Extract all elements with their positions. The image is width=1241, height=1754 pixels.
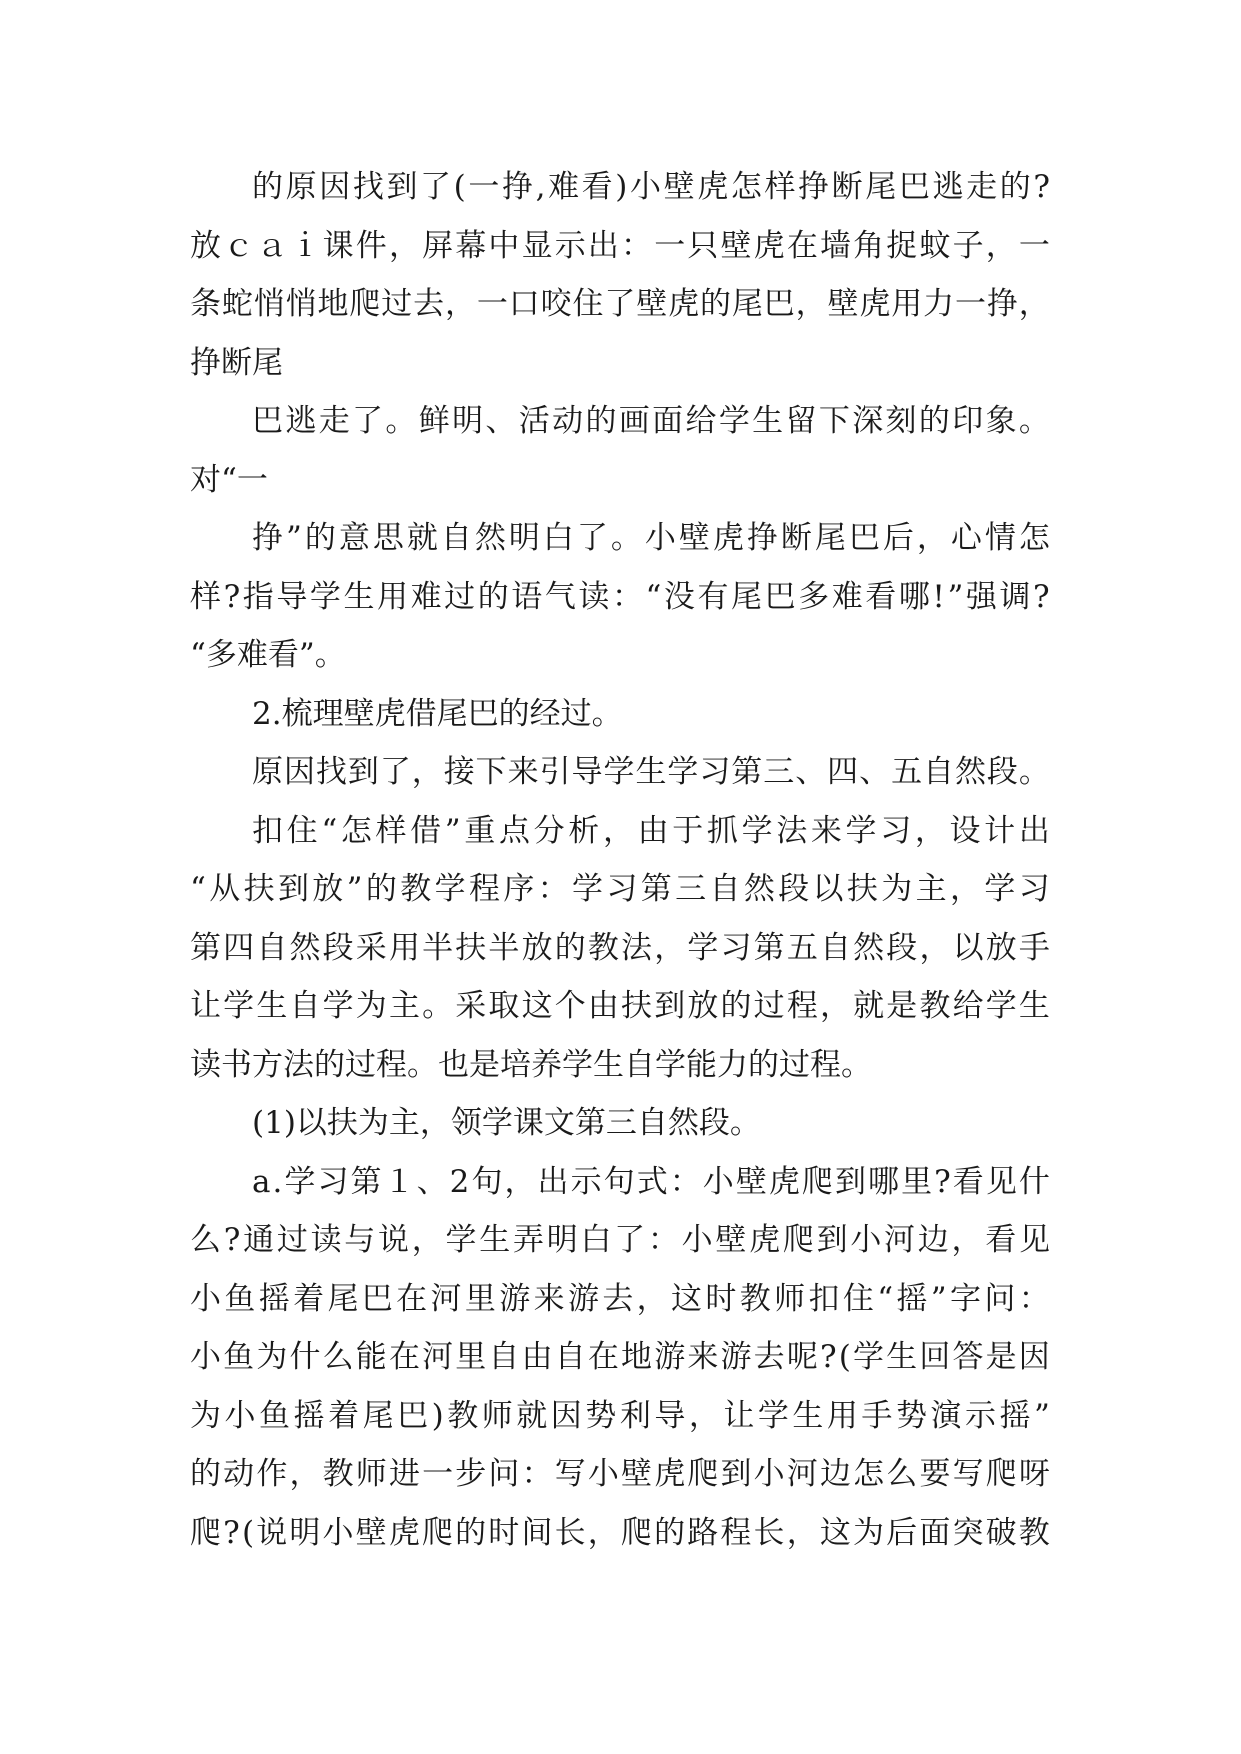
text-line: 小 鱼 摇 着 尾 巴 在 河 里 游 来 游 去 ， 这 时 教 师 扣 住 “ 摇 ” 字 问 ： [190, 1280, 1050, 1317]
text-line: “多难看”。 [190, 637, 346, 673]
text-line: 小 鱼 为 什 么 能 在 河 里 自 由 自 在 地 游 来 游 去 呢 ? ( 学 生 回 答 是 因 [190, 1339, 1050, 1375]
text-line: 原 因 找 到 了 ， 接 下 来 引 导 学 生 学 习 第 三 、 四 、 五 自 然 段 。 [252, 754, 1050, 790]
text-line: 的 原 因 找 到 了 ( 一 挣 , 难 看 ) 小 壁 虎 怎 样 挣 断 尾 巴 逃 走 的 ? [252, 169, 1050, 205]
text-line: 放 ｃ ａ ｉ 课 件 ， 屏 幕 中 显 示 出 ： 一 只 壁 虎 在 墙 角 捉 蚊 子 ， 一 [190, 227, 1050, 264]
text-line: 样 ? 指 导 学 生 用 难 过 的 语 气 读 ： “ 没 有 尾 巴 多 难 看 哪 ! ” 强 调 ? [190, 578, 1050, 615]
text-line: 条 蛇 悄 悄 地 爬 过 去 ， 一 口 咬 住 了 壁 虎 的 尾 巴 ， 壁 虎 用 力 一 挣 ， [190, 286, 1050, 322]
text-line: a . 学 习 第 １ 、 2 句 ， 出 示 句 式 ： 小 壁 虎 爬 到 哪 里 ? 看 见 什 [252, 1163, 1050, 1200]
text-line: 爬 ? ( 说 明 小 壁 虎 爬 的 时 间 长 ， 爬 的 路 程 长 ， 这 为 后 面 突 破 教 [190, 1514, 1050, 1551]
text-line: (1)以扶为主，领学课文第三自然段。 [252, 1105, 761, 1141]
text-line: 读书方法的过程。也是培养学生自学能力的过程。 [190, 1046, 872, 1083]
text-line: 的 动 作 ， 教 师 进 一 步 问 ： 写 小 壁 虎 爬 到 小 河 边 怎 么 要 写 爬 呀 [190, 1456, 1050, 1492]
text-line: 么 ? 通 过 读 与 说 ， 学 生 弄 明 白 了 ： 小 壁 虎 爬 到 小 河 边 ， 看 见 [190, 1222, 1050, 1258]
document-body [190, 158, 1050, 1562]
text-line: 扣 住 “ 怎 样 借 ” 重 点 分 析 ， 由 于 抓 学 法 来 学 习 ， 设 计 出 [252, 812, 1050, 849]
text-line: 第 四 自 然 段 采 用 半 扶 半 放 的 教 法 ， 学 习 第 五 自 然 段 ， 以 放 手 [190, 929, 1050, 966]
text-line: 挣断尾 [190, 344, 283, 381]
text-line: 让 学 生 自 学 为 主 。 采 取 这 个 由 扶 到 放 的 过 程 ， 就 是 教 给 学 生 [190, 988, 1050, 1024]
text-line: 为 小 鱼 摇 着 尾 巴 ) 教 师 就 因 势 利 导 ， 让 学 生 用 手 势 演 示 摇 ” [190, 1397, 1050, 1434]
text-line: 挣 ” 的 意 思 就 自 然 明 白 了 。 小 壁 虎 挣 断 尾 巴 后 ， 心 情 怎 [252, 520, 1050, 556]
text-line: 2.梳理壁虎借尾巴的经过。 [252, 695, 623, 732]
text-line: “ 从 扶 到 放 ” 的 教 学 程 序 ： 学 习 第 三 自 然 段 以 扶 为 主 ， 学 习 [190, 871, 1050, 907]
text-line: 对“一 [190, 461, 268, 498]
text-line: 巴 逃 走 了 。 鲜 明 、 活 动 的 画 面 给 学 生 留 下 深 刻 的 印 象 。 [252, 403, 1050, 439]
